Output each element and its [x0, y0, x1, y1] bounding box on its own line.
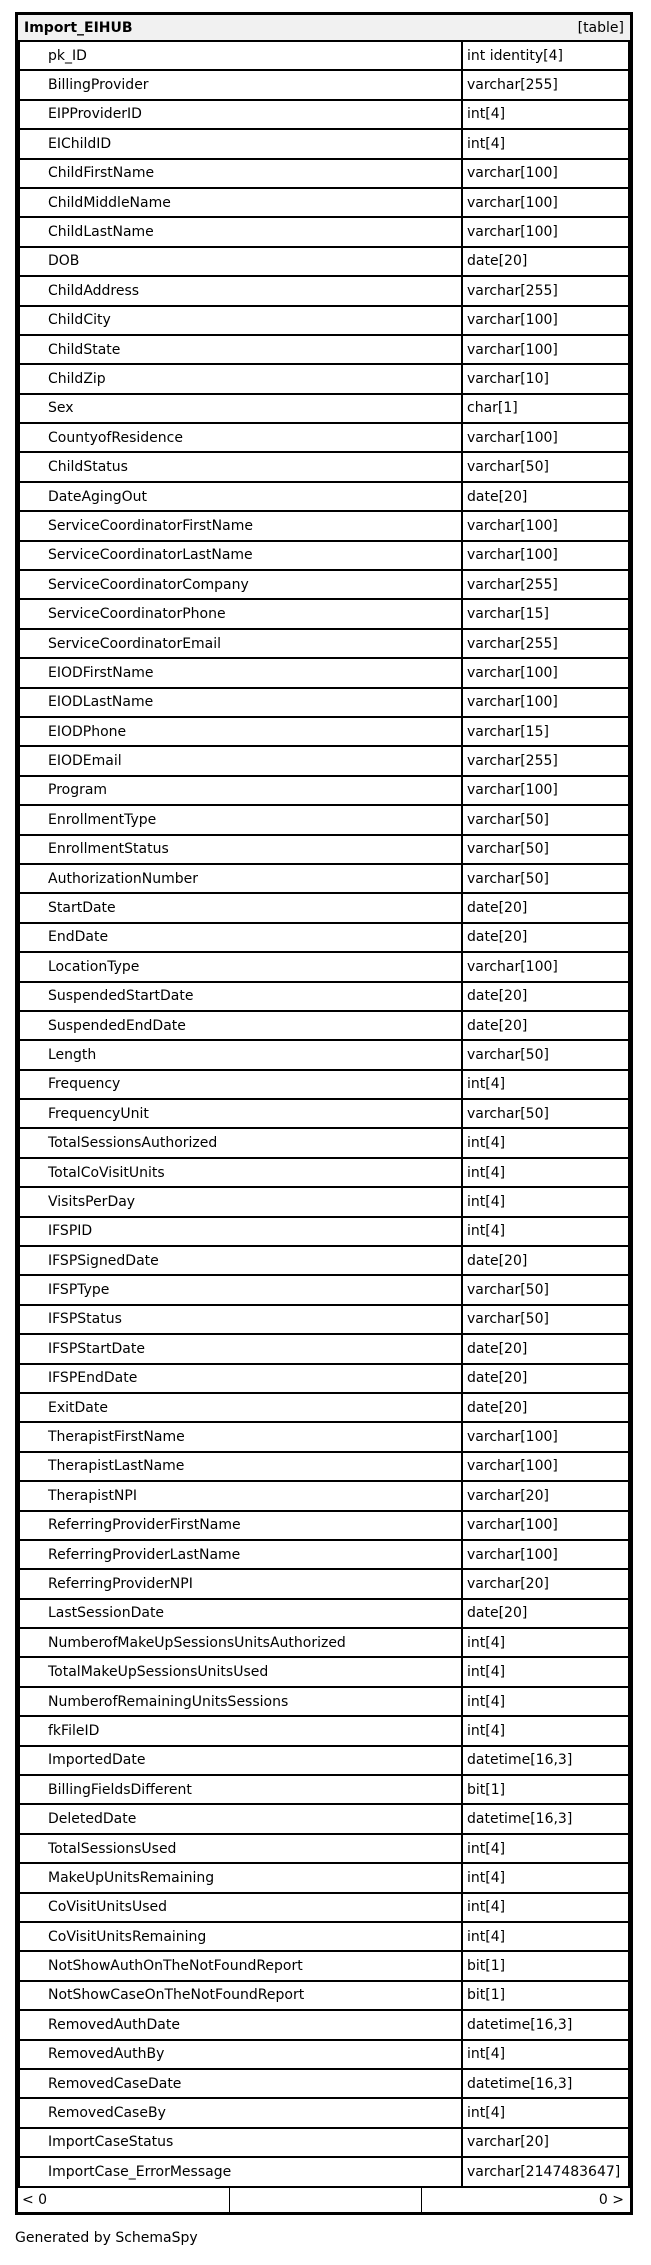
column-row	[18, 512, 630, 541]
column-type: varchar[50]	[463, 865, 630, 894]
column-type: varchar[100]	[463, 1541, 630, 1570]
column-name: ChildAddress	[18, 277, 463, 306]
column-type: date[20]	[463, 248, 630, 277]
column-row	[18, 894, 630, 923]
column-type: int[4]	[463, 1688, 630, 1717]
column-type: varchar[100]	[463, 659, 630, 688]
column-name: IFSPStartDate	[18, 1335, 463, 1364]
column-type: varchar[50]	[463, 1041, 630, 1070]
column-name: ExitDate	[18, 1394, 463, 1423]
column-type: varchar[10]	[463, 365, 630, 394]
column-row	[18, 1894, 630, 1923]
column-type: varchar[50]	[463, 1306, 630, 1335]
column-name: pk_ID	[18, 42, 463, 71]
column-name: FrequencyUnit	[18, 1100, 463, 1129]
column-name: EIODPhone	[18, 718, 463, 747]
column-type: int identity[4]	[463, 42, 630, 71]
column-name: TherapistFirstName	[18, 1423, 463, 1452]
column-row	[18, 1805, 630, 1834]
column-row	[18, 1482, 630, 1511]
column-type: date[20]	[463, 483, 630, 512]
column-type: int[4]	[463, 1717, 630, 1746]
column-type: int[4]	[463, 1629, 630, 1658]
column-row	[18, 1100, 630, 1129]
column-type: varchar[50]	[463, 1100, 630, 1129]
column-name: EnrollmentType	[18, 806, 463, 835]
column-type: varchar[20]	[463, 1570, 630, 1599]
column-row	[18, 483, 630, 512]
column-row	[18, 2041, 630, 2070]
column-row	[18, 2158, 630, 2187]
column-row	[18, 2011, 630, 2040]
parents-count: < 0	[18, 2188, 230, 2212]
column-name: CountyofResidence	[18, 424, 463, 453]
entity-box	[15, 12, 633, 2215]
column-name: LastSessionDate	[18, 1600, 463, 1629]
column-type: int[4]	[463, 1218, 630, 1247]
column-name: DateAgingOut	[18, 483, 463, 512]
column-row	[18, 777, 630, 806]
column-row	[18, 983, 630, 1012]
column-name: EIODEmail	[18, 747, 463, 776]
column-type: int[4]	[463, 2041, 630, 2070]
column-type: varchar[100]	[463, 336, 630, 365]
column-row	[18, 630, 630, 659]
column-name: ChildZip	[18, 365, 463, 394]
column-row	[18, 1600, 630, 1629]
column-name: ServiceCoordinatorPhone	[18, 600, 463, 629]
column-name: SuspendedStartDate	[18, 983, 463, 1012]
column-name: ReferringProviderLastName	[18, 1541, 463, 1570]
column-row	[18, 1306, 630, 1335]
column-type: date[20]	[463, 983, 630, 1012]
column-name: ChildStatus	[18, 453, 463, 482]
column-type: varchar[100]	[463, 1512, 630, 1541]
column-type: varchar[100]	[463, 1453, 630, 1482]
column-name: Program	[18, 777, 463, 806]
column-name: CoVisitUnitsRemaining	[18, 1923, 463, 1952]
column-name: TherapistNPI	[18, 1482, 463, 1511]
column-row	[18, 1717, 630, 1746]
column-type: datetime[16,3]	[463, 1747, 630, 1776]
column-type: varchar[255]	[463, 571, 630, 600]
column-type: bit[1]	[463, 1982, 630, 2011]
column-row	[18, 1423, 630, 1452]
column-type: varchar[100]	[463, 218, 630, 247]
column-name: RemovedCaseBy	[18, 2099, 463, 2128]
column-name: TotalMakeUpSessionsUnitsUsed	[18, 1658, 463, 1687]
column-name: ServiceCoordinatorLastName	[18, 542, 463, 571]
column-name: NotShowCaseOnTheNotFoundReport	[18, 1982, 463, 2011]
column-row	[18, 1188, 630, 1217]
column-row	[18, 659, 630, 688]
column-row	[18, 1541, 630, 1570]
column-name: ChildCity	[18, 307, 463, 336]
column-type: datetime[16,3]	[463, 2070, 630, 2099]
column-row	[18, 1658, 630, 1687]
children-count: 0 >	[598, 2191, 624, 2208]
column-name: Sex	[18, 395, 463, 424]
column-row	[18, 101, 630, 130]
column-row	[18, 1129, 630, 1158]
column-name: BillingProvider	[18, 71, 463, 100]
column-type: varchar[255]	[463, 71, 630, 100]
column-name: Frequency	[18, 1071, 463, 1100]
column-name: AuthorizationNumber	[18, 865, 463, 894]
column-row	[18, 1835, 630, 1864]
column-name: ImportCase_ErrorMessage	[18, 2158, 463, 2187]
column-row	[18, 130, 630, 159]
column-type: char[1]	[463, 395, 630, 424]
column-name: EndDate	[18, 924, 463, 953]
column-name: Length	[18, 1041, 463, 1070]
column-type: varchar[255]	[463, 630, 630, 659]
column-type: int[4]	[463, 130, 630, 159]
column-type: varchar[50]	[463, 453, 630, 482]
column-name: IFSPID	[18, 1218, 463, 1247]
footer-middle	[230, 2188, 422, 2212]
column-type: varchar[100]	[463, 1423, 630, 1452]
column-name: RemovedCaseDate	[18, 2070, 463, 2099]
column-name: EIPProviderID	[18, 101, 463, 130]
column-type: int[4]	[463, 1188, 630, 1217]
column-type: date[20]	[463, 1335, 630, 1364]
column-row	[18, 747, 630, 776]
column-type: int[4]	[463, 1864, 630, 1893]
column-name: ChildFirstName	[18, 160, 463, 189]
column-type: date[20]	[463, 1012, 630, 1041]
column-row	[18, 42, 630, 71]
column-name: ServiceCoordinatorFirstName	[18, 512, 463, 541]
column-name: TherapistLastName	[18, 1453, 463, 1482]
column-name: fkFileID	[18, 1717, 463, 1746]
column-name: TotalSessionsUsed	[18, 1835, 463, 1864]
column-name: DOB	[18, 248, 463, 277]
column-type: varchar[100]	[463, 542, 630, 571]
column-type: varchar[100]	[463, 307, 630, 336]
column-name: CoVisitUnitsUsed	[18, 1894, 463, 1923]
column-row	[18, 1041, 630, 1070]
column-type: varchar[100]	[463, 189, 630, 218]
column-type: int[4]	[463, 1835, 630, 1864]
column-row	[18, 277, 630, 306]
column-row	[18, 865, 630, 894]
entity-table	[18, 15, 630, 2188]
column-name: TotalCoVisitUnits	[18, 1159, 463, 1188]
column-name: RemovedAuthBy	[18, 2041, 463, 2070]
column-type: bit[1]	[463, 1776, 630, 1805]
title-row	[18, 15, 630, 42]
column-row	[18, 365, 630, 394]
column-type: int[4]	[463, 1129, 630, 1158]
column-type: varchar[15]	[463, 600, 630, 629]
column-type: date[20]	[463, 1600, 630, 1629]
column-type: date[20]	[463, 1247, 630, 1276]
column-row	[18, 189, 630, 218]
column-row	[18, 395, 630, 424]
column-name: TotalSessionsAuthorized	[18, 1129, 463, 1158]
column-name: RemovedAuthDate	[18, 2011, 463, 2040]
column-row	[18, 600, 630, 629]
column-type: datetime[16,3]	[463, 1805, 630, 1834]
column-type: varchar[255]	[463, 747, 630, 776]
column-row	[18, 1394, 630, 1423]
column-row	[18, 453, 630, 482]
column-type: int[4]	[463, 101, 630, 130]
column-name: ChildLastName	[18, 218, 463, 247]
column-name: ReferringProviderNPI	[18, 1570, 463, 1599]
column-type: int[4]	[463, 1894, 630, 1923]
column-type: varchar[100]	[463, 953, 630, 982]
column-row	[18, 953, 630, 982]
column-row	[18, 806, 630, 835]
column-name: NotShowAuthOnTheNotFoundReport	[18, 1952, 463, 1981]
column-row	[18, 1512, 630, 1541]
column-type: varchar[100]	[463, 160, 630, 189]
column-row	[18, 1952, 630, 1981]
column-row	[18, 1570, 630, 1599]
table-name: Import_EIHUB	[18, 15, 463, 42]
column-type: date[20]	[463, 894, 630, 923]
column-name: IFSPType	[18, 1276, 463, 1305]
column-row	[18, 1864, 630, 1893]
column-row	[18, 1629, 630, 1658]
column-row	[18, 1276, 630, 1305]
column-type: datetime[16,3]	[463, 2011, 630, 2040]
column-type: int[4]	[463, 1071, 630, 1100]
column-name: EIODLastName	[18, 689, 463, 718]
column-name: ImportCaseStatus	[18, 2129, 463, 2158]
column-type: varchar[2147483647]	[463, 2158, 630, 2187]
column-name: EIChildID	[18, 130, 463, 159]
column-type: varchar[100]	[463, 424, 630, 453]
column-name: DeletedDate	[18, 1805, 463, 1834]
column-type: int[4]	[463, 1159, 630, 1188]
column-type: int[4]	[463, 2099, 630, 2128]
column-type: varchar[100]	[463, 777, 630, 806]
column-row	[18, 689, 630, 718]
entity-body	[18, 15, 630, 2188]
generated-by-label: Generated by SchemaSpy	[15, 2230, 198, 2246]
column-type: varchar[100]	[463, 512, 630, 541]
column-row	[18, 1335, 630, 1364]
column-row	[18, 1071, 630, 1100]
column-type: varchar[50]	[463, 836, 630, 865]
column-row	[18, 1982, 630, 2011]
column-type: varchar[15]	[463, 718, 630, 747]
column-name: ChildMiddleName	[18, 189, 463, 218]
column-row	[18, 1747, 630, 1776]
column-name: ImportedDate	[18, 1747, 463, 1776]
column-type: date[20]	[463, 924, 630, 953]
column-type: varchar[100]	[463, 689, 630, 718]
column-type: varchar[20]	[463, 1482, 630, 1511]
column-name: NumberofMakeUpSessionsUnitsAuthorized	[18, 1629, 463, 1658]
column-type: varchar[50]	[463, 1276, 630, 1305]
column-row	[18, 1365, 630, 1394]
column-row	[18, 1688, 630, 1717]
column-row	[18, 1776, 630, 1805]
table-kind: [table]	[463, 15, 630, 42]
column-row	[18, 424, 630, 453]
column-type: varchar[20]	[463, 2129, 630, 2158]
column-row	[18, 248, 630, 277]
column-row	[18, 1453, 630, 1482]
column-name: IFSPEndDate	[18, 1365, 463, 1394]
column-name: EnrollmentStatus	[18, 836, 463, 865]
column-name: VisitsPerDay	[18, 1188, 463, 1217]
column-row	[18, 2129, 630, 2158]
column-row	[18, 542, 630, 571]
column-name: IFSPStatus	[18, 1306, 463, 1335]
column-row	[18, 924, 630, 953]
column-name: MakeUpUnitsRemaining	[18, 1864, 463, 1893]
relationship-footer	[18, 2188, 630, 2212]
column-name: LocationType	[18, 953, 463, 982]
column-name: IFSPSignedDate	[18, 1247, 463, 1276]
column-type: date[20]	[463, 1394, 630, 1423]
column-name: SuspendedEndDate	[18, 1012, 463, 1041]
column-row	[18, 2099, 630, 2128]
column-type: varchar[50]	[463, 806, 630, 835]
column-type: bit[1]	[463, 1952, 630, 1981]
column-name: ReferringProviderFirstName	[18, 1512, 463, 1541]
column-row	[18, 1218, 630, 1247]
column-type: int[4]	[463, 1923, 630, 1952]
column-row	[18, 2070, 630, 2099]
column-row	[18, 1247, 630, 1276]
column-name: NumberofRemainingUnitsSessions	[18, 1688, 463, 1717]
column-row	[18, 718, 630, 747]
column-row	[18, 836, 630, 865]
column-name: BillingFieldsDifferent	[18, 1776, 463, 1805]
column-name: ServiceCoordinatorEmail	[18, 630, 463, 659]
column-row	[18, 336, 630, 365]
column-row	[18, 571, 630, 600]
column-row	[18, 307, 630, 336]
column-name: ChildState	[18, 336, 463, 365]
column-row	[18, 1923, 630, 1952]
column-row	[18, 1012, 630, 1041]
column-name: ServiceCoordinatorCompany	[18, 571, 463, 600]
column-type: int[4]	[463, 1658, 630, 1687]
column-row	[18, 218, 630, 247]
column-type: varchar[255]	[463, 277, 630, 306]
column-row	[18, 71, 630, 100]
column-type: date[20]	[463, 1365, 630, 1394]
column-row	[18, 160, 630, 189]
column-row	[18, 1159, 630, 1188]
column-name: StartDate	[18, 894, 463, 923]
column-name: EIODFirstName	[18, 659, 463, 688]
